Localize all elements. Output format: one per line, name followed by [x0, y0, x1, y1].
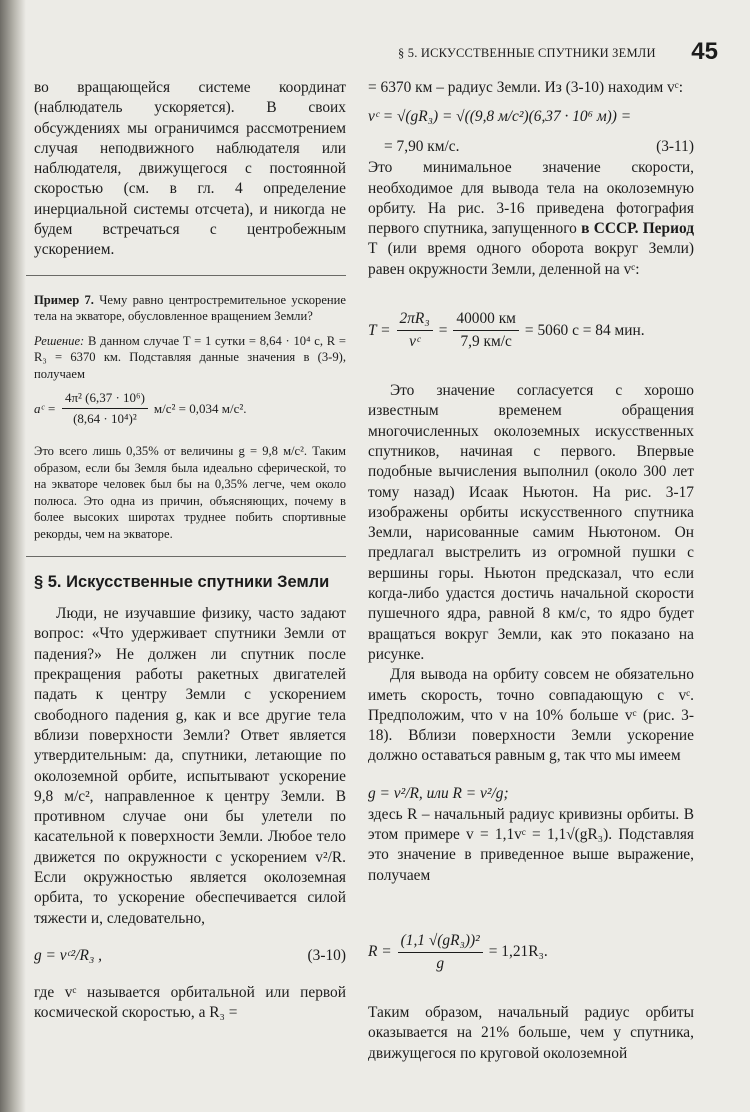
equation-3-10 — [34, 945, 346, 967]
period-den-1: vᶜ — [409, 333, 421, 351]
left-column — [34, 78, 346, 1024]
radius-equation — [368, 932, 694, 973]
accel-fraction — [62, 390, 148, 427]
eq-g-radius: g = v²/R, или R = v²/g; — [368, 784, 509, 802]
newton-paragraph: Это значение согласуется с хорошо известным временем обращения многочисленных околоземных искусственных спутников, начиная с первого. Впервые подобные вычисления выполнил (около 300 лет тому назад) Исаак Ньютон. На рис. 3-17 изображены орбиты искусственного спутника Земли, нарисованные самим Ньютоном. Он предлагал выстрелить из огромной пушки с вершины горы. Ньютон предсказал, что если когда-либо удастся достичь начальной скорости пушечного ядра, равной 8 км/с, то ядро будет вращаться вокруг Земли, как это показано на рисунке. — [368, 382, 694, 663]
minimum-speed-paragraph — [368, 158, 694, 280]
example-question-text: Чему равно центростремительное ускорение тела на экваторе, обусловленное вращением Земли? — [34, 292, 347, 324]
accel-numerator: 4π² (6,37 · 10⁶) — [62, 390, 148, 409]
period-fraction-1 — [397, 310, 433, 351]
running-header-title: § 5. ИСКУССТВЕННЫЕ СПУТНИКИ ЗЕМЛИ — [398, 46, 656, 60]
period-fraction-2 — [453, 310, 519, 351]
solution-text — [34, 333, 346, 383]
period-equation — [368, 310, 694, 351]
solution-body: В данном случае T = 1 сутки = 8,64 · 10⁴ с, R = R₃ = 6370 км. Подставляя данные значения в (3-9), получаем — [34, 333, 346, 381]
accel-lhs: aᶜ = — [34, 400, 56, 416]
radius-denominator: g — [436, 954, 445, 972]
continuation-paragraph: = 6370 км – радиус Земли. Из (3-10) находим vᶜ: — [368, 79, 683, 96]
eq-vc-line2: = 7,90 км/с. — [384, 138, 460, 156]
right-column — [368, 78, 694, 1064]
min-speed-text-a: Это минимальное значение скорости, необходимое для вывода тела на околоземную орбиту. На рис. 3-16 приведена фотография первого спутника, запущенного — [368, 159, 694, 238]
period-den-2: 7,9 км/с — [460, 333, 512, 351]
accel-rhs: м/с² = 0,034 м/с². — [153, 400, 247, 416]
example-label: Пример 7. — [34, 292, 94, 307]
radius-lhs: R = — [368, 943, 392, 961]
after-equation-text: где vᶜ называется орбитальной или первой космической скоростью, а R₃ = — [34, 983, 346, 1022]
eq-3-10-formula: g = vᶜ²/R₃ , — [34, 946, 102, 964]
period-rhs: = 5060 с = 84 мин. — [524, 321, 645, 339]
period-num-2: 40000 км — [453, 310, 519, 331]
page-binding-shadow — [0, 0, 26, 1112]
radius-rhs: = 1,21R₃. — [488, 943, 548, 961]
divider-top — [26, 275, 346, 276]
equation-vc-line1 — [368, 106, 694, 128]
example-conclusion: Это всего лишь 0,35% от величины g = 9,8 м/с². Таким образом, если бы Земля была идеально сферической, то на экваторе человек был бы на 0,35% легче, чем около полюса. Это одна из причин, объясняющих, почему в более высоких широтах труднее побить спортивные рекорды, чем на экваторе. — [34, 444, 346, 541]
eq-vc-line1: vᶜ = √(gR₃) = √((9,8 м/с²)(6,37 · 10⁶ м)) = — [368, 108, 632, 126]
radius-paragraph: здесь R – начальный радиус кривизны орбиты. В этом примере v = 1,1vᶜ = 1,1√(gR₃). Подставляя это значение в приведенное выше выражение, получаем — [368, 805, 694, 884]
eq-3-11-number: (3-11) — [656, 138, 694, 156]
solution-label: Решение: — [34, 333, 85, 348]
accel-denominator: (8,64 · 10⁴)² — [73, 411, 137, 427]
period-eq-sign: = — [438, 321, 448, 339]
intro-paragraph: во вращающейся системе координат (наблюдатель ускоряется). В своих обсуждениях мы ограничимся рассмотрением случая неподвижного наблюдателя или наблюдателя, движущегося с постоянной скоростью (см. в гл. 4 определение инерциальной системы отсчета), и никогда не будем встречаться с центробежным ускорением. — [34, 79, 346, 259]
radius-fraction — [398, 932, 483, 973]
orbit-speed-paragraph: Для вывода на орбиту совсем не обязательно иметь скорость, точно совпадающую с vᶜ. Предположим, что v на 10% больше vᶜ (рис. 3-18). Вблизи поверхности Земли ускорение должно оставаться равным g, так что мы имеем — [368, 666, 694, 765]
equation-g-radius — [368, 783, 694, 805]
eq-3-10-number: (3-10) — [307, 946, 346, 964]
period-num-1: 2πR₃ — [397, 310, 433, 331]
radius-numerator: (1,1 √(gR₃))² — [398, 932, 483, 953]
min-speed-bold: в СССР. Период — [581, 220, 694, 238]
running-header — [398, 38, 718, 66]
example-box — [34, 292, 346, 543]
divider-bottom — [26, 556, 346, 557]
section-heading: § 5. Искусственные спутники Земли — [34, 573, 330, 592]
period-lhs: T = — [368, 321, 391, 339]
final-paragraph: Таким образом, начальный радиус орбиты оказывается на 21% больше, чем у спутника, движущегося по круговой околоземной — [368, 1003, 694, 1062]
page-number: 45 — [691, 38, 718, 65]
equation-3-11 — [368, 136, 694, 158]
centripetal-equation — [34, 390, 346, 427]
min-speed-text-b: T (или время одного оборота вокруг Земли) равен окружности Земли, деленной на vᶜ: — [368, 240, 694, 278]
example-question — [34, 292, 346, 325]
section-body: Люди, не изучавшие физику, часто задают вопрос: «Что удерживает спутники Земли от падения?» Не должен ли спутник после прекращения работы ракетных двигателей падать к центру Земли с ускорением свободного падения g, как и все другие тела вблизи поверхности Земли? Ответ является утвердительным: да, спутники, летающие по околоземной орбите, испытывают ускорение 9,8 м/с², направленное к центру Земли. В противном случае они бы улетели по касательной к поверхности Земли. Любое тело движется по окружности с ускорением v²/R. Если окружностью является околоземная орбита, то ускорение обеспечивается силой тяжести и, следовательно, — [34, 605, 346, 927]
